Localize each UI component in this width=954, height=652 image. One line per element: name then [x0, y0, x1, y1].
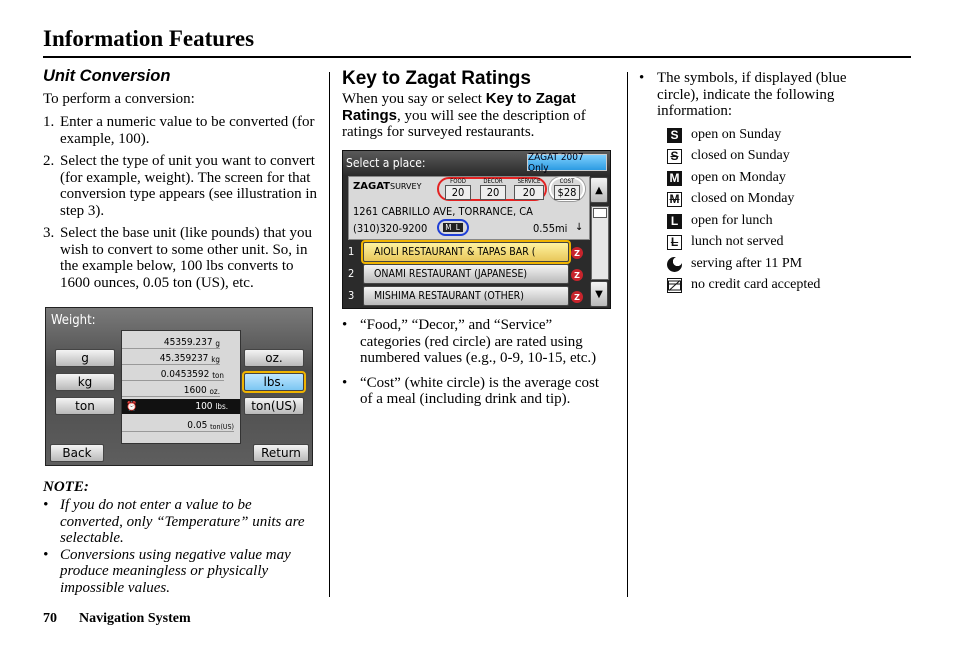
zagat-info-panel [348, 176, 590, 240]
zagat-bullets [342, 317, 614, 416]
page-number: 70 [43, 611, 57, 626]
note-label: NOTE: [43, 479, 89, 495]
symbols-bullet [639, 70, 879, 128]
note-item: • Conversions using negative value may produce meaningless or physically impossible values. [43, 546, 291, 596]
symbol-row: S closed on Sunday [667, 147, 790, 165]
note-item: • If you do not enter a value to be converted, only “Temperature” units are selectable. [43, 497, 305, 546]
weight-screen-title: Weight: [51, 313, 96, 328]
food-rating: FOOD 20 [445, 178, 471, 200]
result-row: 0.05 ton(US) [122, 417, 234, 432]
unit-lbs-button[interactable]: lbs. [244, 373, 304, 391]
restaurant-symbols: M L [445, 223, 461, 232]
lunch-not-served-icon: L [667, 235, 682, 250]
closed-sunday-icon: S [667, 149, 682, 164]
header-rule [43, 56, 911, 58]
zagat-badge-icon: Z [571, 269, 583, 281]
footer-title: Navigation System [79, 611, 191, 626]
symbol-row: M closed on Monday [667, 190, 794, 208]
result-row: 1600 oz. [122, 382, 220, 397]
unit-g-button[interactable]: g [55, 349, 115, 367]
step-2: 2. Select the type of unit you want to convert (for example, weight). The screen for that conversion type appears (see illustration in step 3). [43, 153, 318, 219]
symbol-row: L open for lunch [667, 212, 773, 230]
place-number: 2 [348, 267, 355, 280]
scroll-thumb[interactable] [593, 208, 607, 218]
zagat-intro: When you say or select Key to Zagat Ratings, you will see the description of ratings for surveyed restaurants. [342, 90, 586, 140]
unit-kg-button[interactable]: kg [55, 373, 115, 391]
bullet-item: • “Food,” “Decor,” and “Service” categories (red circle) are rated using numbered values (e.g., 0-9, 10-15, etc.) [342, 317, 597, 366]
symbol-row: serving after 11 PM [667, 255, 802, 273]
step-3: 3. Select the base unit (like pounds) that you wish to convert to some other unit. So, in the example below, 100 lbs converts to 1600 ounces, 0.05 ton (US), etc. [43, 225, 313, 291]
no-credit-card-icon [667, 278, 682, 293]
note-list [43, 497, 318, 596]
scroll-up-button[interactable]: ▲ [590, 177, 608, 203]
open-lunch-icon: L [667, 214, 682, 229]
return-button[interactable]: Return [253, 444, 309, 462]
zagat-year-badge: ZAGAT 2007 Only [527, 154, 607, 171]
conversion-results-panel [121, 330, 241, 444]
unit-ton-us-button[interactable]: ton(US) [244, 397, 304, 415]
scroll-track[interactable] [591, 206, 609, 280]
bullet-item: • The symbols, if displayed (blue circle), indicate the following information: [639, 70, 847, 119]
service-rating: SERVICE 20 [514, 178, 544, 200]
symbol-row: M open on Monday [667, 169, 786, 187]
restaurant-phone: (310)320-9200 [353, 222, 428, 235]
place-item-1[interactable]: AIOLI RESTAURANT & TAPAS BAR ( [363, 242, 569, 262]
timer-icon: ⏰ [126, 401, 138, 412]
zagat-logo: ZAGATSURVEY [353, 181, 422, 192]
closed-monday-icon: M [667, 192, 682, 207]
page-title: Information Features [43, 26, 255, 51]
zagat-badge-icon: Z [571, 247, 583, 259]
symbols-blue-circle [437, 219, 469, 236]
place-item-2[interactable]: ONAMI RESTAURANT (JAPANESE) [363, 264, 569, 284]
scroll-down-button[interactable]: ▼ [590, 281, 608, 307]
symbol-row: L lunch not served [667, 233, 784, 251]
place-number: 3 [348, 289, 355, 302]
zagat-heading: Key to Zagat Ratings [342, 68, 531, 89]
open-sunday-icon: S [667, 128, 682, 143]
result-row: 0.0453592 ton [122, 366, 224, 381]
conversion-steps [43, 114, 318, 297]
result-row: 45.359237 kg [122, 350, 220, 365]
result-row: 45359.237 g [122, 334, 220, 349]
col1-intro: To perform a conversion: [43, 91, 195, 107]
zagat-screen [342, 150, 611, 309]
symbol-row: S open on Sunday [667, 126, 781, 144]
zagat-screen-title: Select a place: [346, 156, 426, 170]
late-night-moon-icon [667, 257, 682, 272]
step-1: 1. Enter a numeric value to be converted (for example, 100). [43, 114, 315, 147]
direction-arrow-icon: ↓ [575, 222, 584, 233]
bullet-item: • “Cost” (white circle) is the average cost of a meal (including drink and tip). [342, 374, 600, 407]
open-monday-icon: M [667, 171, 682, 186]
weight-conversion-screen [45, 307, 313, 466]
restaurant-distance: 0.55mi [533, 222, 568, 235]
unit-conversion-heading: Unit Conversion [43, 67, 171, 85]
decor-rating: DECOR 20 [480, 178, 506, 200]
cost-rating: COST $28 [554, 178, 580, 200]
back-button[interactable]: Back [50, 444, 104, 462]
place-item-3[interactable]: MISHIMA RESTAURANT (OTHER) [363, 286, 569, 306]
zagat-badge-icon: Z [571, 291, 583, 303]
result-row-selected: ⏰ 100 lbs. [122, 399, 240, 414]
column-divider-1 [329, 72, 330, 597]
place-number: 1 [348, 245, 355, 258]
restaurant-address: 1261 CABRILLO AVE, TORRANCE, CA [353, 205, 533, 218]
unit-ton-button[interactable]: ton [55, 397, 115, 415]
column-divider-2 [627, 72, 628, 597]
symbol-row: no credit card accepted [667, 276, 820, 294]
unit-oz-button[interactable]: oz. [244, 349, 304, 367]
